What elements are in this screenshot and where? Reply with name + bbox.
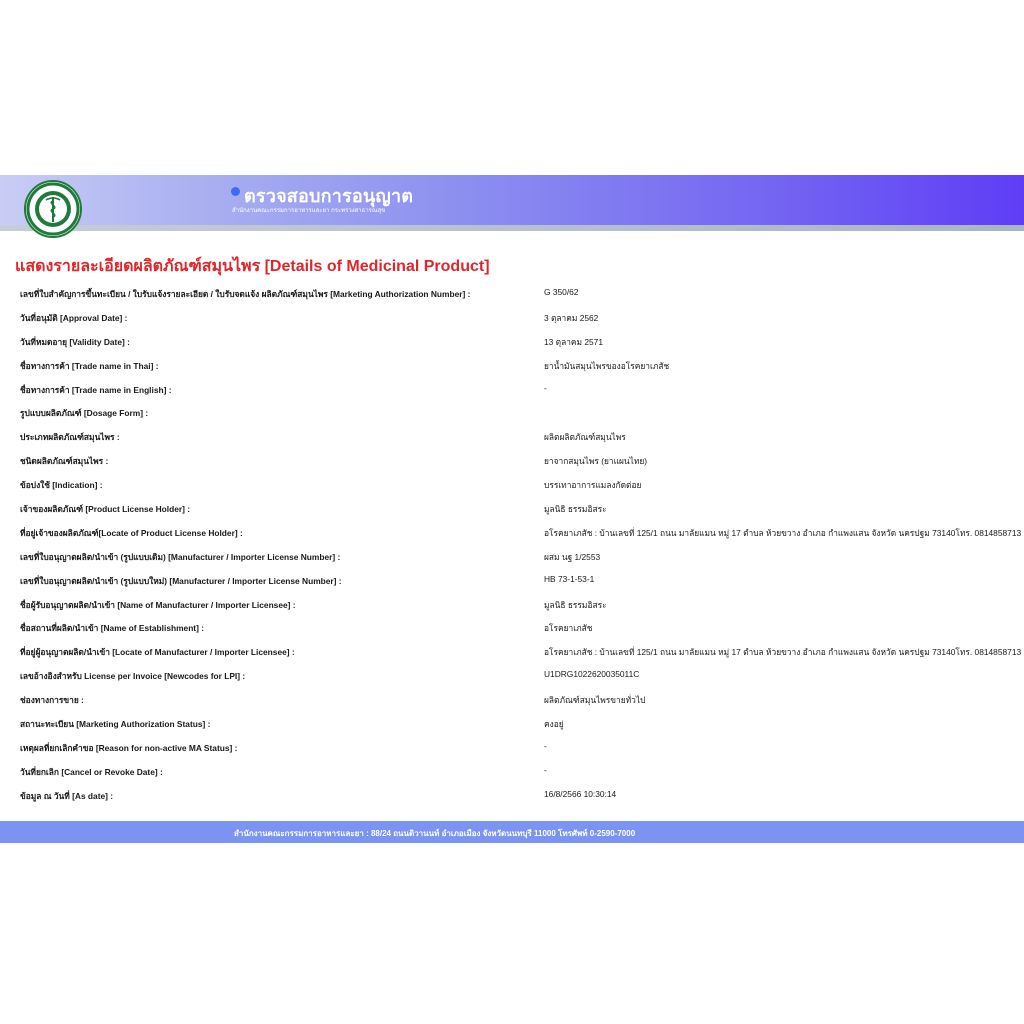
detail-row bbox=[20, 544, 1024, 568]
detail-value: อโรคยาเภสัช : บ้านเลขที่ 125/1 ถนน มาลัยแมน หมู่ 17 ตำบล ห้วยขวาง อำเภอ กำแพงแสน จังหวัด นครปฐม 73140โทร. 0814858713 bbox=[544, 527, 1022, 538]
detail-value: มูลนิธิ ธรรมอิสระ bbox=[544, 599, 607, 610]
detail-row bbox=[20, 639, 1024, 663]
detail-value: ยาจากสมุนไพร (ยาแผนไทย) bbox=[544, 456, 648, 467]
detail-label: ที่อยู่ผู้อนุญาตผลิต/นำเข้า [Locate of Manufacturer / Importer Licensee] : bbox=[20, 647, 295, 658]
detail-row bbox=[20, 568, 1024, 592]
detail-value: ผสม นฐ 1/2553 bbox=[544, 551, 601, 562]
detail-row bbox=[20, 329, 1024, 353]
detail-label: วันที่อนุมัติ [Approval Date] : bbox=[20, 312, 128, 323]
detail-value: ผลิตภัณฑ์สมุนไพรขายทั่วไป bbox=[544, 695, 646, 706]
detail-value: อโรคยาเภสัช bbox=[544, 623, 593, 634]
detail-label: เลขที่ใบสำคัญการขึ้นทะเบียน / ใบรับแจ้งรายละเอียด / ใบรับจดแจ้ง ผลิตภัณฑ์สมุนไพร [Marketing Authorization Number] : bbox=[20, 289, 471, 299]
detail-row bbox=[20, 783, 1024, 807]
brand-dot-icon bbox=[231, 187, 240, 196]
detail-label: เจ้าของผลิตภัณฑ์ [Product License Holder] : bbox=[20, 504, 191, 515]
detail-row bbox=[20, 735, 1024, 759]
detail-value: - bbox=[544, 764, 547, 775]
detail-label: สถานะทะเบียน [Marketing Authorization Status] : bbox=[20, 719, 211, 730]
detail-label: เลขอ้างอิงสำหรับ License per Invoice [Newcodes for LPI] : bbox=[20, 671, 246, 682]
detail-row bbox=[20, 305, 1024, 329]
detail-value: ยาน้ำมันสมุนไพรของอโรคยาเภสัช bbox=[544, 360, 670, 371]
detail-label: วันที่ยกเลิก [Cancel or Revoke Date] : bbox=[20, 766, 163, 777]
detail-label: ชื่อสถานที่ผลิต/นำเข้า [Name of Establishment] : bbox=[20, 623, 205, 634]
detail-label: ข้อมูล ณ วันที่ [As date] : bbox=[20, 790, 114, 801]
ministry-seal-icon bbox=[26, 182, 80, 236]
detail-value: - bbox=[544, 382, 547, 393]
detail-label: ชนิดผลิตภัณฑ์สมุนไพร : bbox=[20, 456, 109, 467]
header-banner bbox=[0, 175, 1024, 225]
detail-label: ข้อบ่งใช้ [Indication] : bbox=[20, 480, 103, 491]
detail-row bbox=[20, 400, 1024, 424]
detail-value: 16/8/2566 10:30:14 bbox=[544, 788, 617, 799]
footer-address: สำนักงานคณะกรรมการอาหารและยา : 88/24 ถนนติวานนท์ อำเภอเมือง จังหวัดนนทบุรี 11000 โทรศัพท์ 0-2590-7000 bbox=[234, 829, 636, 838]
detail-row bbox=[20, 353, 1024, 377]
detail-row bbox=[20, 472, 1024, 496]
detail-row bbox=[20, 281, 1024, 305]
details-table bbox=[20, 281, 1024, 807]
detail-value: G 350/62 bbox=[544, 287, 579, 297]
detail-value: มูลนิธิ ธรรมอิสระ bbox=[544, 504, 607, 515]
detail-row bbox=[20, 496, 1024, 520]
footer-bar bbox=[0, 821, 1024, 843]
detail-label: เลขที่ใบอนุญาตผลิต/นำเข้า (รูปแบบเดิม) [Manufacturer / Importer License Number] : bbox=[20, 551, 341, 562]
detail-row bbox=[20, 615, 1024, 639]
detail-row bbox=[20, 424, 1024, 448]
detail-label: ชื่อทางการค้า [Trade name in English] : bbox=[20, 384, 172, 395]
detail-row bbox=[20, 377, 1024, 401]
detail-value: 13 ตุลาคม 2571 bbox=[544, 336, 603, 347]
detail-row bbox=[20, 520, 1024, 544]
page-title: แสดงรายละเอียดผลิตภัณฑ์สมุนไพร [Details of Medicinal Product] bbox=[15, 258, 490, 275]
detail-label: ที่อยู่เจ้าของผลิตภัณฑ์[Locate of Product License Holder] : bbox=[20, 527, 243, 538]
detail-label: ประเภทผลิตภัณฑ์สมุนไพร : bbox=[20, 432, 120, 443]
detail-row bbox=[20, 687, 1024, 711]
detail-label: เหตุผลที่ยกเลิกคำขอ [Reason for non-active MA Status] : bbox=[20, 742, 238, 753]
detail-row bbox=[20, 711, 1024, 735]
detail-row bbox=[20, 448, 1024, 472]
site-subtitle: สำนักงานคณะกรรมการอาหารและยา กระทรวงสาธารณสุข bbox=[232, 208, 386, 214]
detail-label: ช่องทางการขาย : bbox=[20, 695, 84, 706]
detail-row bbox=[20, 759, 1024, 783]
detail-label: ชื่อทางการค้า [Trade name in Thai] : bbox=[20, 360, 159, 371]
detail-row bbox=[20, 592, 1024, 616]
detail-label: รูปแบบผลิตภัณฑ์ [Dosage Form] : bbox=[20, 408, 149, 419]
detail-value: ผลิตผลิตภัณฑ์สมุนไพร bbox=[544, 432, 626, 443]
detail-value: คงอยู่ bbox=[544, 719, 564, 730]
site-title[interactable]: ตรวจสอบการอนุญาต bbox=[244, 186, 414, 206]
detail-label: วันที่หมดอายุ [Validity Date] : bbox=[20, 336, 130, 347]
detail-row bbox=[20, 663, 1024, 687]
detail-value: อโรคยาเภสัช : บ้านเลขที่ 125/1 ถนน มาลัยแมน หมู่ 17 ตำบล ห้วยขวาง อำเภอ กำแพงแสน จังหวัด นครปฐม 73140โทร. 0814858713 bbox=[544, 647, 1022, 658]
detail-value: 3 ตุลาคม 2562 bbox=[544, 312, 599, 323]
ministry-logo[interactable] bbox=[24, 180, 82, 238]
header-divider bbox=[0, 225, 1024, 231]
detail-value: - bbox=[544, 740, 547, 751]
detail-value: บรรเทาอาการแมลงกัดต่อย bbox=[544, 480, 642, 491]
detail-value: HB 73-1-53-1 bbox=[544, 573, 595, 584]
detail-label: ชื่อผู้รับอนุญาตผลิต/นำเข้า [Name of Manufacturer / Importer Licensee] : bbox=[20, 599, 296, 610]
detail-label: เลขที่ใบอนุญาตผลิต/นำเข้า (รูปแบบใหม่) [Manufacturer / Importer License Number] : bbox=[20, 575, 342, 586]
detail-value: U1DRG1022620035011C bbox=[544, 669, 640, 680]
